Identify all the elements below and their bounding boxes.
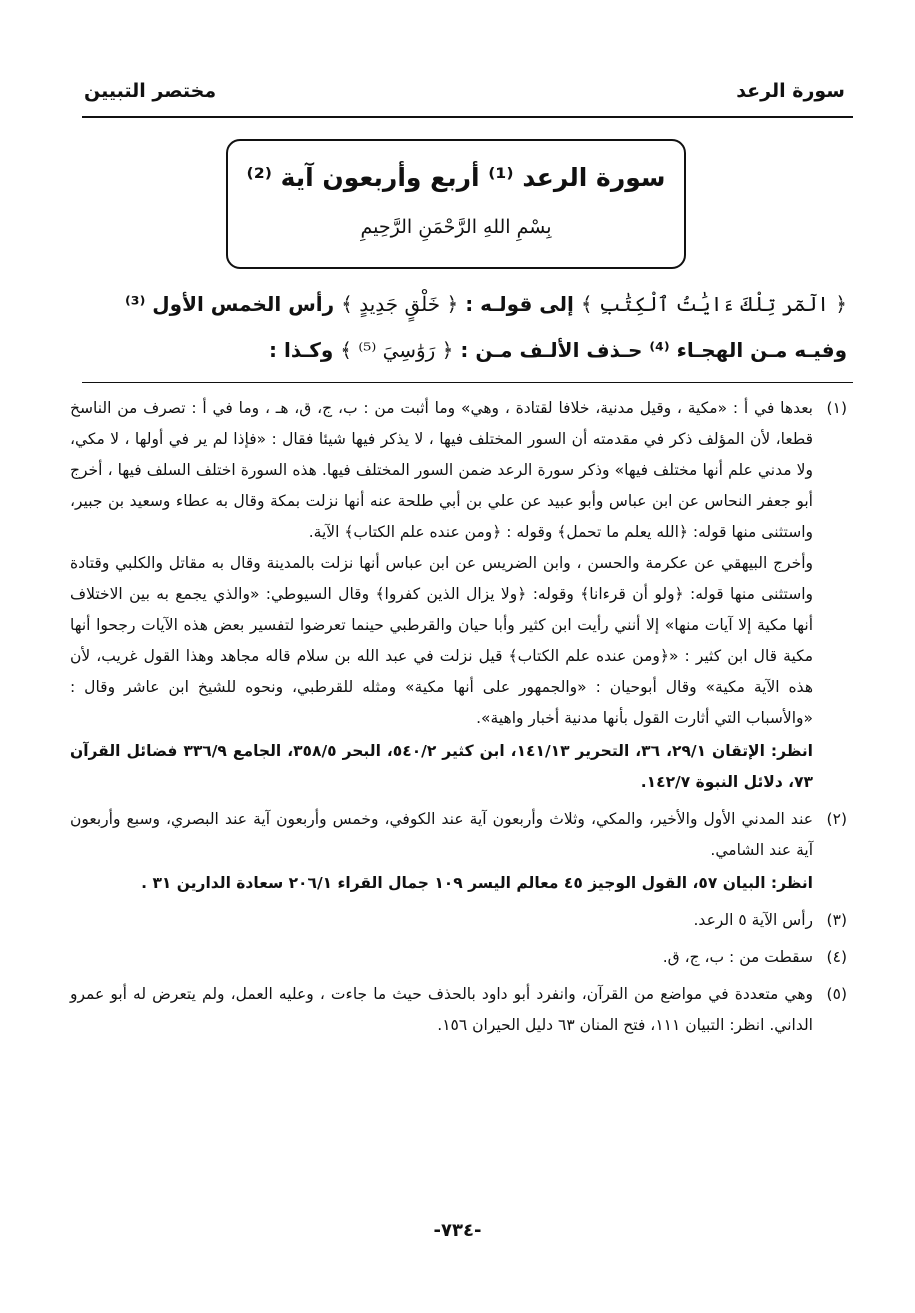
- footnote-number: (٢): [826, 810, 847, 828]
- quran-verse-start: ﴿ الٓمٓر تِلْكَ ءَايَٰتُ ٱلْكِتَٰبِ ﴾: [580, 292, 847, 316]
- basmala: بِسْمِ اللهِ الرَّحْمَنِ الرَّحِيمِ: [360, 216, 552, 238]
- footnote-text: وهي متعددة في مواضع من القرآن، وانفرد أبو داود بالحذف حيث ما جاءت ، وعليه العمل، ولم يتعرض له أبو عمرو الداني. انظر: التبيان ١١١، فتح المنان ٦٣ دليل الحيران ١٥٦.: [70, 985, 813, 1034]
- footnotes: [70, 393, 847, 1047]
- footnote-text: عند المدني الأول والأخير، والمكي، وثلاث وأربعون آية عند الكوفي، وخمس وأربعون آية عند البصري، وسبع وأربعون آية عند الشامي.: [70, 810, 813, 859]
- intro-spelling-note: وفيـه مـن الهجـاء ⁽⁴⁾ حـذف الألـف مـن :: [460, 338, 847, 362]
- footnote-5: [70, 979, 847, 1041]
- footnote-number: (٣): [826, 911, 847, 929]
- footnote-number: (٥): [826, 985, 847, 1003]
- intro-fifth-marker: رأس الخمس الأول ⁽³⁾: [125, 292, 335, 316]
- surah-title-box: [226, 139, 686, 269]
- intro-line-2: [74, 338, 847, 362]
- intro-line-1: [74, 292, 847, 316]
- surah-title: سورة الرعد ⁽¹⁾ أربع وأربعون آية ⁽²⁾: [246, 163, 666, 192]
- intro-continuation: وكـذا :: [269, 338, 334, 362]
- quran-word-rawasi: ﴿ رَوَٰسِيَ ⁽⁵⁾ ﴾: [340, 338, 454, 362]
- footnote-text: سقطت من : ب، ج، ق.: [662, 948, 813, 966]
- quran-verse-end: ﴿ خَلْقٍ جَدِيدٍ ﴾: [341, 292, 459, 316]
- header-rule: [82, 116, 853, 118]
- footnote-reference: انظر: الإتقان ٢٩/١، ٣٦، التحرير ١٤١/١٣، ابن كثير ٥٤٠/٢، البحر ٣٥٨/٥، الجامع ٣٣٦/٩ فضائل القرآن ٧٣، دلائل النبوة ١٤٢/٧.: [70, 742, 813, 791]
- running-header-surah: سورة الرعد: [736, 80, 845, 102]
- footnote-separator: [82, 382, 853, 383]
- footnote-4: [70, 942, 847, 973]
- footnote-number: (٤): [826, 948, 847, 966]
- footnote-reference: انظر: البيان ٥٧، القول الوجيز ٤٥ معالم اليسر ١٠٩ جمال القراء ٢٠٦/١ سعادة الدارين ٣١ .: [141, 874, 813, 892]
- page-number: -٧٣٤-: [433, 1220, 482, 1241]
- footnote-text: بعدها في أ : «مكية ، وقيل مدنية، خلافا لقتادة ، وهي» وما أثبت من : ب، ج، ق، هـ ، وما في أ : تصرف من الناسخ قطعا، لأن المؤلف ذكر في مقدمته أن السور المختلف فيها ، لا يذكر فيها شيئا فقال : «فإذا لم ير في أولها ، لا مكي، ولا مدني علم أنها مختلف فيها» وذكر سورة الرعد ضمن السور المختلف فيها. هذه السورة اختلف السلف فيها ، أخرج أبو جعفر النحاس عن ابن عباس وأبو عبيد عن علي بن أبي طلحة عنه أنها نزلت بمكة وقال به عطاء وسعيد بن جبير، واستثنى منها قوله: ﴿الله يعلم ما تحمل﴾ وقوله : ﴿ومن عنده علم الكتاب﴾ الآية.: [70, 399, 813, 541]
- footnote-text: رأس الآية ٥ الرعد.: [693, 911, 813, 929]
- footnote-3: [70, 905, 847, 936]
- footnote-text: وأخرج البيهقي عن عكرمة والحسن ، وابن الضريس عن ابن عباس أنها نزلت بالمدينة وقال به مقاتل والكلبي وقتادة واستثنى منها قوله: ﴿ولو أن قرءانا﴾ وقوله: ﴿ولا يزال الذين كفروا﴾ وقال السيوطي: «والذي يجمع به بين الاختلاف أنها مكية إلا آيات منها» إلا أنني رأيت ابن كثير وأبا حيان والقرطبي حينما تعرضوا لتفسير بعض هذه الآيات رجحوا أنها مكية قال ابن كثير : «﴿ومن عنده علم الكتاب﴾ قيل نزلت في عبد الله بن سلام قاله مجاهد وهذا القول غريب، لأن هذه الآية مكية» وقال أبوحيان : «والجمهور على أنها مكية» ومثله للقرطبي، ونحوه للشيخ ابن عاشر وقال : «والأسباب التي أثارت القول بأنها مدنية أخبار واهية».: [70, 554, 813, 727]
- intro-connector: إلى قولـه :: [465, 292, 574, 316]
- footnote-2: [70, 804, 847, 899]
- running-header-book: مختصر التبيين: [84, 80, 217, 102]
- footnote-number: (١): [826, 399, 847, 417]
- footnote-1: [70, 393, 847, 798]
